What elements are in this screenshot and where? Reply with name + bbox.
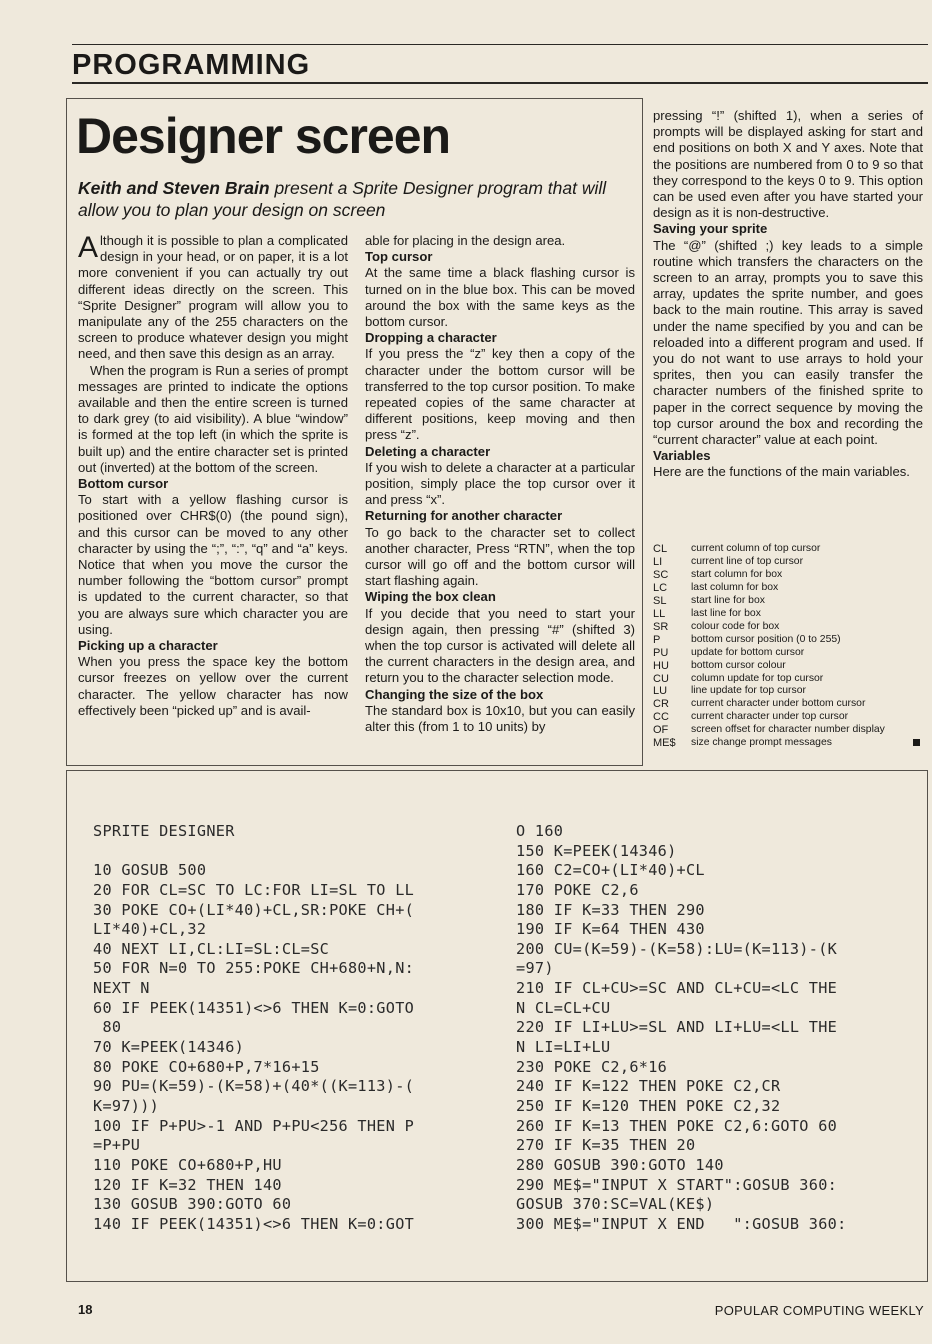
paragraph: When the program is Run a series of prompt messages are printed to indicate the options available and then the entire screen is turned to dark grey (to aid visibility). A blue “window” is formed at the top left (in which the sprite is built up) and the entire character set is printed out (inverted) at the bottom of the screen. (78, 362, 348, 475)
subheading: Wiping the box clean (365, 589, 496, 605)
code-line: =P+PU (93, 1136, 141, 1155)
code-line: =97) (516, 959, 554, 978)
variable-code: LL (653, 607, 666, 620)
paragraph: If you decide that you need to start your design again, then pressing “#” (shifted 3) when the top cursor is activated will delete all the current characters in the design area, and return you to the character selection mode. (365, 605, 635, 686)
paragraph: At the same time a black flashing cursor is turned on in the blue box. This can be moved around the box with the same keys as the bottom cursor. (365, 265, 635, 330)
code-line: 80 POKE CO+680+P,7*16+15 (93, 1057, 320, 1076)
variable-description: line update for top cursor (691, 685, 806, 697)
column-3 (653, 108, 923, 481)
code-line: 170 POKE C2,6 (516, 880, 639, 899)
subheading: Saving your sprite (653, 221, 768, 237)
section-rule (72, 82, 928, 84)
code-line: 50 FOR N=0 TO 255:POKE CH+680+N,N: (93, 959, 415, 978)
subheading: Returning for another character (365, 508, 563, 524)
listing-right-column (516, 822, 847, 1234)
variable-code: HU (653, 659, 669, 672)
variable-row (653, 634, 923, 647)
code-line: N LI=LI+LU (516, 1038, 611, 1057)
standfirst-authors: Keith and Steven Brain (78, 178, 270, 198)
end-mark-icon (913, 739, 920, 746)
code-line: 260 IF K=13 THEN POKE C2,6:GOTO 60 (516, 1116, 838, 1135)
code-line: 220 IF LI+LU>=SL AND LI+LU=<LL THE (516, 1018, 838, 1037)
variables-table (653, 543, 923, 750)
variable-row (653, 698, 923, 711)
code-line: 140 IF PEEK(14351)<>6 THEN K=0:GOT (93, 1214, 415, 1233)
code-line: 30 POKE CO+(LI*40)+CL,SR:POKE CH+( (93, 900, 415, 919)
variable-row (653, 737, 923, 750)
code-line: 160 C2=CO+(LI*40)+CL (516, 861, 705, 880)
code-line: 240 IF K=122 THEN POKE C2,CR (516, 1077, 781, 1096)
variable-code: SC (653, 568, 669, 581)
variable-description: start line for box (691, 594, 765, 606)
variable-row (653, 582, 923, 595)
subheading: Picking up a character (78, 638, 218, 654)
variable-description: colour code for box (691, 620, 780, 632)
column-2 (365, 233, 635, 735)
code-line: O 160 (516, 822, 564, 840)
variable-description: current line of top cursor (691, 555, 804, 567)
subheading: Variables (653, 448, 711, 464)
variable-description: column update for top cursor (691, 672, 824, 684)
code-line: 60 IF PEEK(14351)<>6 THEN K=0:GOTO (93, 998, 415, 1017)
code-line: 70 K=PEEK(14346) (93, 1038, 245, 1057)
code-line: 200 CU=(K=59)-(K=58):LU=(K=113)-(K (516, 939, 838, 958)
variable-row (653, 608, 923, 621)
paragraph: The standard box is 10x10, but you can easily alter this (from 1 to 10 units) by (365, 702, 635, 735)
code-line: 10 GOSUB 500 (93, 861, 207, 880)
variable-row (653, 685, 923, 698)
code-line (93, 842, 414, 862)
article-title: Designer screen (76, 108, 451, 164)
paragraph: pressing “!” (shifted 1), when a series of prompts will be displayed asking for start and end positions on both X and Y axes. Note that the positions are numbered from 0 to 9 so that they correspond to the keys 0 to 9. This option can be used even after you have started your design as it is non-destructive. (653, 108, 923, 221)
code-line: 90 PU=(K=59)-(K=58)+(40*((K=113)-( (93, 1077, 415, 1096)
code-line: 230 POKE C2,6*16 (516, 1057, 668, 1076)
variable-description: screen offset for character number display (691, 724, 885, 736)
variable-code: ME$ (653, 737, 676, 750)
variable-code: SL (653, 594, 667, 607)
variable-code: CL (653, 543, 668, 555)
variable-description: bottom cursor colour (691, 659, 786, 671)
variable-description: last line for box (691, 607, 761, 619)
subheading: Bottom cursor (78, 476, 169, 492)
paragraph: The “@” (shifted ;) key leads to a simple routine which transfers the characters on the screen to an array, prompts you to save this array, updates the sprite number, and goes back to the main routine. This array is saved under the name specified by you and can be reloaded into a different program and used. If you do not want to use arrays to hold your sprites, then you can easily transfer the character numbers of the finished sprite to paper in the correct sequence by moving the top cursor around the box and recording the “current character” value at each point. (653, 237, 923, 448)
variable-row (653, 660, 923, 673)
variable-row (653, 647, 923, 660)
variable-code: CU (653, 672, 669, 685)
variable-code: P (653, 633, 661, 646)
code-line: N CL=CL+CU (516, 998, 611, 1017)
subheading: Deleting a character (365, 443, 491, 459)
variable-description: update for bottom cursor (691, 646, 805, 658)
variable-code: CR (653, 698, 669, 711)
code-line: 110 POKE CO+680+P,HU (93, 1155, 282, 1174)
paragraph: able for placing in the design area. (365, 233, 566, 248)
variable-row (653, 621, 923, 634)
code-line: 180 IF K=33 THEN 290 (516, 900, 705, 919)
code-line: 190 IF K=64 THEN 430 (516, 920, 705, 939)
subheading: Top cursor (365, 249, 433, 265)
drop-cap: A (78, 231, 99, 264)
code-line: 210 IF CL+CU>=SC AND CL+CU=<LC THE (516, 979, 838, 998)
page-number: 18 (78, 1302, 93, 1317)
code-line: 280 GOSUB 390:GOTO 140 (516, 1155, 724, 1174)
variable-code: PU (653, 646, 669, 659)
variable-code: LC (653, 581, 668, 594)
paragraph: Here are the functions of the main variables. (653, 464, 910, 480)
column-1 (78, 233, 348, 719)
code-line: 20 FOR CL=SC TO LC:FOR LI=SL TO LL (93, 880, 415, 899)
code-line: K=97))) (93, 1096, 160, 1115)
variable-row (653, 569, 923, 582)
listing-left-column (93, 822, 414, 1234)
variable-description: last column for box (691, 581, 779, 593)
code-line: 130 GOSUB 390:GOTO 60 (93, 1195, 292, 1214)
code-line: 150 K=PEEK(14346) (516, 841, 677, 860)
variable-code: LU (653, 685, 668, 698)
section-heading: PROGRAMMING (72, 44, 928, 81)
variable-description: bottom cursor position (0 to 255) (691, 633, 841, 645)
paragraph: When you press the space key the bottom cursor freezes on yellow over the current character. The yellow character has now effectively been “picked up” and is avail- (78, 654, 348, 718)
variable-description: current character under top cursor (691, 711, 849, 723)
code-line: LI*40)+CL,32 (93, 920, 207, 939)
code-line: 250 IF K=120 THEN POKE C2,32 (516, 1096, 781, 1115)
paragraph: To go back to the character set to collect another character, Press “RTN”, when the top cursor will go off and the bottom cursor will start flashing again. (365, 524, 635, 589)
code-line: 270 IF K=35 THEN 20 (516, 1136, 696, 1155)
subheading: Changing the size of the box (365, 686, 544, 702)
magazine-name: POPULAR COMPUTING WEEKLY (714, 1303, 924, 1318)
variable-code: LI (653, 555, 663, 568)
variable-row (653, 543, 923, 556)
standfirst (78, 177, 633, 221)
paragraph: To start with a yellow flashing cursor is positioned over CHR$(0) (the pound sign), and this cursor can be moved to any other character by using the “;”, “:”, “q” and “a” keys. Notice that when you move the cursor the number following the “bottom cursor” prompt is updated to the current character, so that you are always sure which character you are using. (78, 492, 348, 637)
variable-row (653, 595, 923, 608)
variable-code: SR (653, 620, 669, 633)
variable-row (653, 724, 923, 737)
variable-row (653, 711, 923, 724)
code-line: 300 ME$="INPUT X END ":GOSUB 360: (516, 1214, 847, 1233)
variable-code: CC (653, 711, 669, 724)
paragraph: Although it is possible to plan a complicated design in your head, or on paper, it is a lot more convenient if you can actually try out different ideas directly on the screen. This “Sprite Designer” program will allow you to manipulate any of the 255 characters on the screen to produce whatever design you might need, and then save this design as an array. (78, 231, 348, 362)
variable-description: current character under bottom cursor (691, 698, 866, 710)
variable-description: current column of top cursor (691, 543, 821, 554)
code-line: NEXT N (93, 979, 150, 998)
code-line: SPRITE DESIGNER (93, 822, 235, 840)
code-line: 100 IF P+PU>-1 AND P+PU<256 THEN P (93, 1116, 415, 1135)
variable-description: start column for box (691, 568, 783, 580)
code-line: GOSUB 370:SC=VAL(KE$) (516, 1195, 715, 1214)
standfirst-text: present a Sprite Designer program that will allow you to plan your design on screen (78, 178, 607, 220)
code-line: 290 ME$="INPUT X START":GOSUB 360: (516, 1175, 838, 1194)
variable-code: OF (653, 724, 669, 737)
variable-description: size change prompt messages (691, 737, 832, 749)
code-line: 120 IF K=32 THEN 140 (93, 1175, 282, 1194)
paragraph: If you wish to delete a character at a particular position, simply place the top cursor over it and press “x”. (365, 459, 635, 508)
code-line: 80 (93, 1018, 122, 1037)
code-line: 40 NEXT LI,CL:LI=SL:CL=SC (93, 939, 330, 958)
variable-row (653, 673, 923, 686)
subheading: Dropping a character (365, 330, 497, 346)
paragraph: If you press the “z” key then a copy of the character under the bottom cursor will be transferred to the top cursor position. To make repeated copies of the same character at different positions, keep moving and then press “z”. (365, 346, 635, 443)
variable-row (653, 556, 923, 569)
